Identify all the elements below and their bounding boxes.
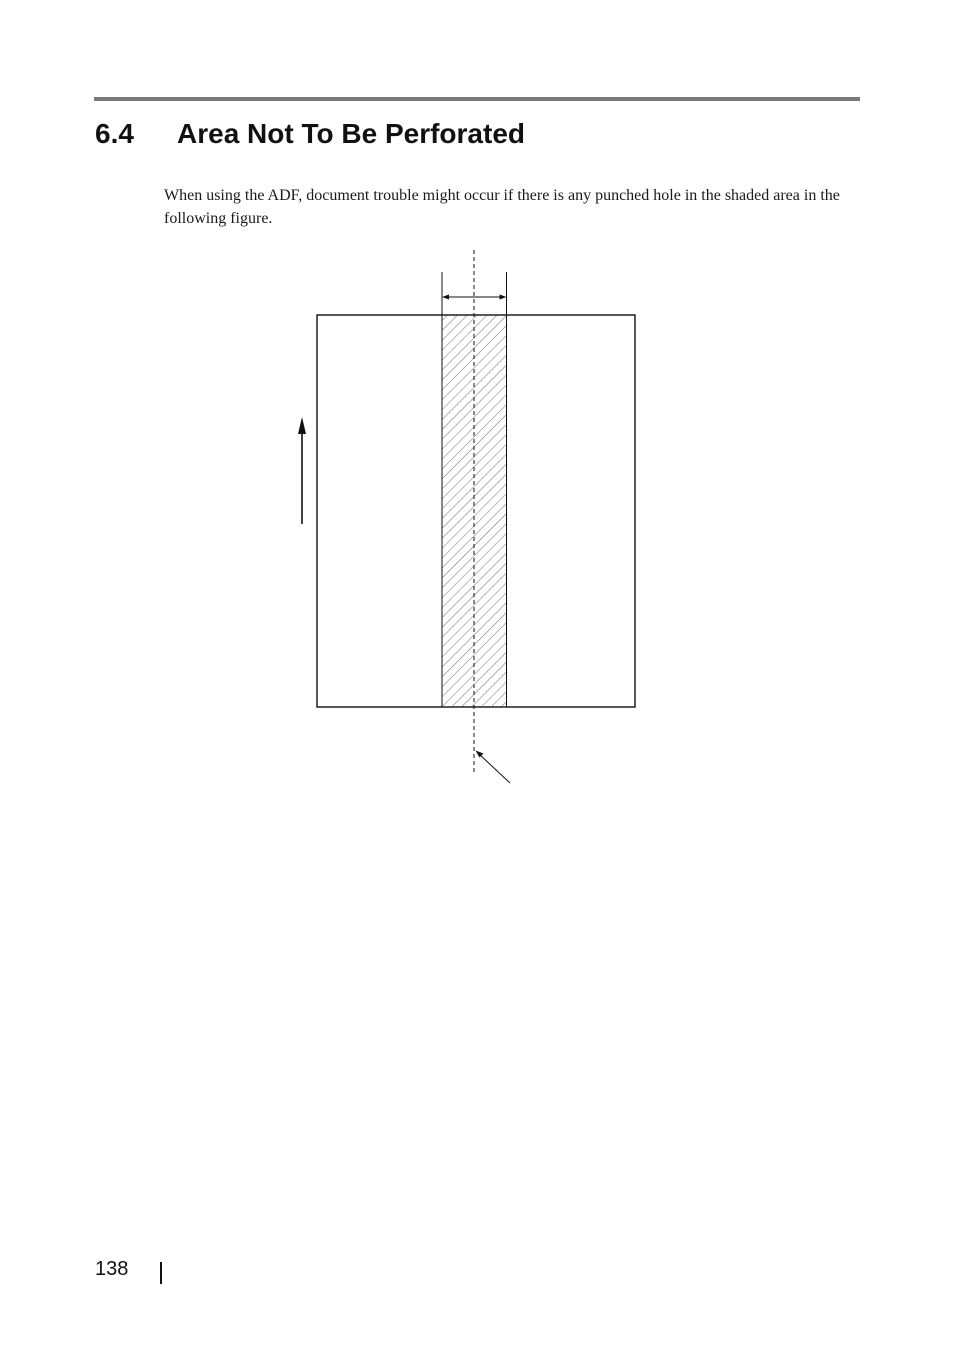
footer-bar [160, 1262, 162, 1284]
feed-direction-arrow-icon [298, 417, 306, 524]
leader-arrow-icon [476, 751, 511, 784]
page-number: 138 [95, 1258, 129, 1280]
section-title: Area Not To Be Perforated [177, 118, 525, 149]
section-number: 6.4 [95, 118, 134, 149]
body-paragraph: When using the ADF, document trouble might occur if there is any punched hole in the shaded area in the following figure. [164, 187, 840, 227]
